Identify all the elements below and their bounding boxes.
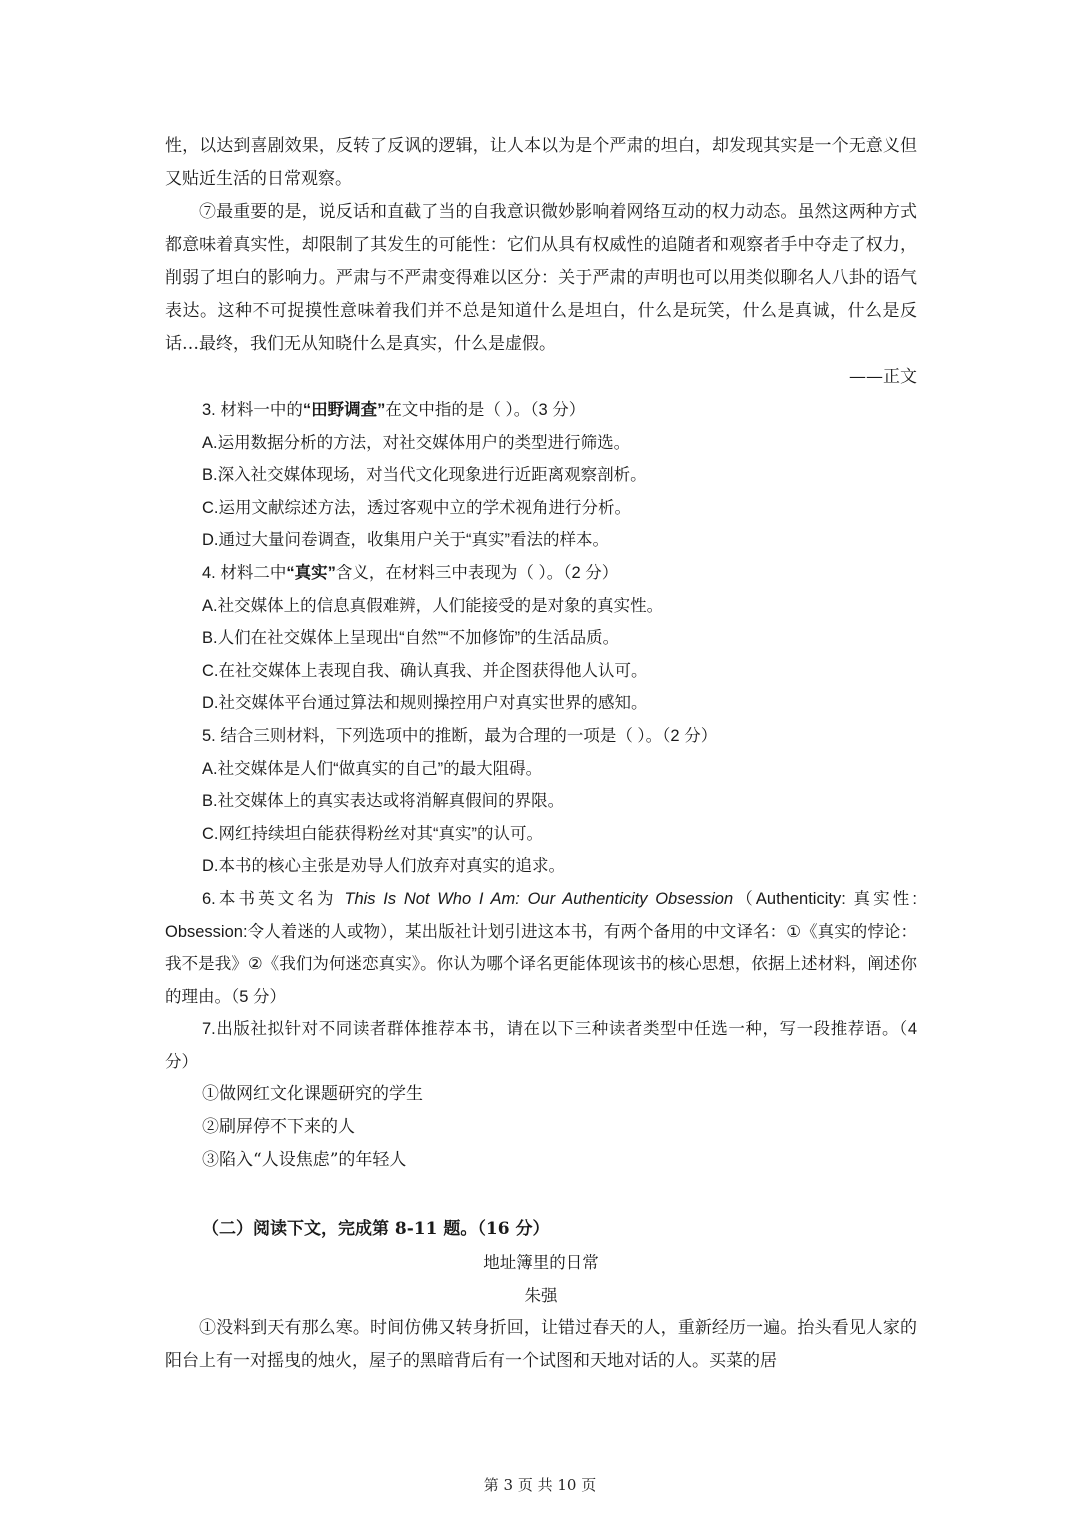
question-5-option-d: D.本书的核心主张是劝导人们放弃对真实的追求。 — [202, 857, 565, 876]
article-author: 朱强 — [524, 1286, 558, 1306]
question-7-item-1: ①做网红文化课题研究的学生 — [202, 1084, 423, 1105]
question-3-option-b: B.深入社交媒体现场，对当代文化现象进行近距离观察剖析。 — [202, 466, 647, 485]
article-paragraph-1: ①没料到天有那么寒。时间仿佛又转身折回，让错过春天的人，重新经历一遍。抬头看见人家的阳台上有一对摇曳的烛火，屋子的黑暗背后有一个试图和天地对话的人。买菜的居 — [165, 1318, 917, 1372]
question-5-option-b: B.社交媒体上的真实表达或将消解真假间的界限。 — [202, 792, 565, 811]
book-english-title: This Is Not Who I Am: Our Authenticity Obsession — [344, 889, 734, 908]
question-3-option-a: A.运用数据分析的方法，对社交媒体用户的类型进行筛选。 — [202, 433, 631, 452]
question-7-stem: 7.出版社拟针对不同读者群体推荐本书，请在以下三种读者类型中任选一种，写一段推荐语。（4 分） — [165, 1020, 917, 1071]
question-4-option-c: C.在社交媒体上表现自我、确认真我、并企图获得他人认可。 — [202, 661, 648, 680]
source-attribution: ——正文 — [849, 367, 917, 387]
question-3-option-d: D.通过大量问卷调查，收集用户关于“真实”看法的样本。 — [202, 531, 609, 550]
question-4-option-b: B.人们在社交媒体上呈现出“自然”“不加修饰”的生活品质。 — [202, 629, 620, 648]
question-7-item-3: ③陷入“人设焦虑”的年轻人 — [202, 1150, 407, 1171]
question-3-option-c: C.运用文献综述方法，透过客观中立的学术视角进行分析。 — [202, 498, 631, 517]
question-5-stem: 5. 结合三则材料，下列选项中的推断，最为合理的一项是（ ）。（2 分） — [202, 726, 718, 745]
paragraph-6-tail: 性，以达到喜剧效果，反转了反讽的逻辑，让人本以为是个严肃的坦白，却发现其实是一个无意义但又贴近生活的日常观察。 — [165, 136, 917, 189]
article-title: 地址簿里的日常 — [483, 1253, 599, 1273]
question-4-stem: 4. 材料二中“真实”含义，在材料三中表现为（ ）。（2 分） — [202, 563, 619, 582]
section-2-heading: （二）阅读下文，完成第 8-11 题。（16 分） — [202, 1219, 550, 1240]
question-5-option-a: A.社交媒体是人们“做真实的自己”的最大阻碍。 — [202, 759, 543, 778]
question-7-item-2: ②刷屏停不下来的人 — [202, 1117, 355, 1138]
question-4-option-d: D.社交媒体平台通过算法和规则操控用户对真实世界的感知。 — [202, 694, 648, 713]
page-content — [165, 130, 917, 1378]
question-6: 6.本书英文名为 This Is Not Who I Am: Our Authenticity Obsession（Authenticity: 真实性: Obsession:令人着迷的人或物），某出版社计划引进这本书，有两个备用的中文译名：①《真实的悖论：我不是我》②《我们为何迷恋真实》。你认为哪个译名更能体现该书的核心思想，依据上述材料，阐述你的理由。（5 分） — [165, 889, 917, 1006]
paragraph-7: ⑦最重要的是，说反话和直截了当的自我意识微妙影响着网络互动的权力动态。虽然这两种方式都意味着真实性，却限制了其发生的可能性：它们从具有权威性的追随者和观察者手中夺走了权力，削弱了坦白的影响力。严肃与不严肃变得难以区分：关于严肃的声明也可以用类似聊名人八卦的语气表达。这种不可捉摸性意味着我们并不总是知道什么是坦白，什么是玩笑，什么是真诚，什么是反话…最终，我们无从知晓什么是真实，什么是虚假。 — [165, 202, 917, 354]
question-3-stem: 3. 材料一中的“田野调查”在文中指的是（ ）。（3 分） — [202, 401, 586, 419]
question-4-option-a: A.社交媒体上的信息真假难辨，人们能接受的是对象的真实性。 — [202, 596, 664, 615]
question-5-option-c: C.网红持续坦白能获得粉丝对其“真实”的认可。 — [202, 824, 543, 843]
page-footer: 第 3 页 共 10 页 — [483, 1476, 597, 1494]
